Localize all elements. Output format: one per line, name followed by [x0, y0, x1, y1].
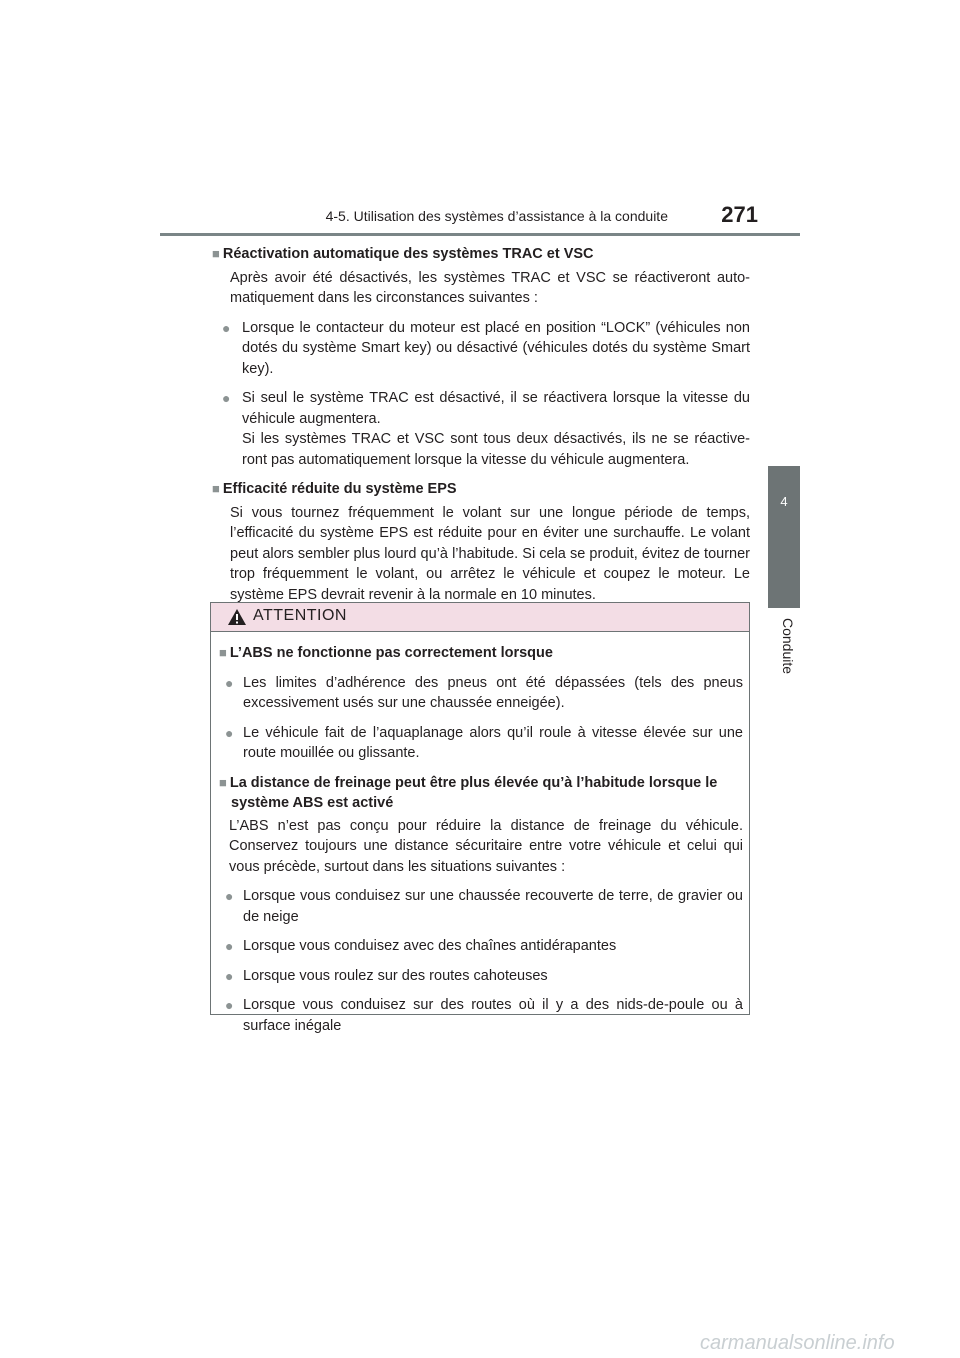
warning-heading: ■ La distance de freinage peut être plus élevée qu’à l’habitude lorsque le système ABS est activé	[219, 774, 718, 811]
warning-header	[211, 603, 749, 632]
list-item: ● Lorsque le contacteur du moteur est placé en position “LOCK” (véhicules non dotés du système Smart key) ou désactivé (véhicules dotés du système Smart key).	[222, 319, 750, 377]
main-content	[212, 244, 750, 605]
section-heading: ■ Réactivation automatique des systèmes TRAC et VSC	[212, 246, 594, 262]
circle-bullet-icon: ●	[225, 724, 234, 741]
circle-bullet-icon: ●	[225, 997, 234, 1013]
list-item: ● Le véhicule fait de l’aquaplanage alors qu’il roule à vitesse élevée sur une route mouillée ou glissante.	[225, 724, 743, 761]
paragraph: Si vous tournez fréquemment le volant sur une longue période de temps, l’efficacité du système EPS est réduite pour en éviter une surchauffe. Le volant peut alors sembler plus lourd qu’à l’habitude. Si cela se produit, évitez de tourner trop fréquemment le volant, ou arrêtez le véhicule et coupez le moteur. Le système EPS devrait revenir à la normale en 10 minutes.	[230, 504, 750, 603]
header-rule	[160, 233, 800, 236]
square-bullet-icon: ■	[212, 481, 220, 496]
list-item: ● Les limites d’adhérence des pneus ont été dépassées (tels des pneus excessivement usés sur une chaussée enneigée).	[225, 674, 743, 711]
paragraph: L’ABS n’est pas conçu pour réduire la distance de freinage du véhicule. Conservez toujours une distance sécuritaire entre votre véhicule et celui qui vous précède, surtout dans les situations suivantes :	[229, 817, 743, 875]
list-item: ● Si seul le système TRAC est désactivé, il se réactivera lorsque la vitesse du véhicule augmentera.	[222, 390, 750, 427]
section-title: 4-5. Utilisation des systèmes d’assistance à la conduite	[325, 208, 668, 224]
paragraph: Après avoir été désactivés, les systèmes TRAC et VSC se réactiveront auto-matiquement dans les circonstances suivantes :	[230, 269, 750, 306]
circle-bullet-icon: ●	[222, 390, 231, 406]
circle-bullet-icon: ●	[225, 938, 234, 954]
list-item: ● Lorsque vous conduisez avec des chaînes antidérapantes	[243, 936, 743, 957]
circle-bullet-icon: ●	[225, 967, 234, 984]
list-item: ● Lorsque vous conduisez sur une chaussée recouverte de terre, de gravier ou de neige	[225, 888, 743, 925]
square-bullet-icon: ■	[219, 645, 227, 660]
chapter-tab-label: Conduite	[780, 618, 796, 675]
list-item-continuation: Si les systèmes TRAC et VSC sont tous deux désactivés, ils ne se réactive-ront pas automatiquement lorsque la vitesse du véhicule augmentera.	[242, 431, 750, 468]
circle-bullet-icon: ●	[225, 674, 234, 691]
square-bullet-icon: ■	[219, 774, 227, 790]
warning-triangle-icon	[227, 608, 247, 626]
circle-bullet-icon: ●	[222, 319, 231, 336]
square-bullet-icon: ■	[212, 246, 220, 261]
section-heading: ■ Efficacité réduite du système EPS	[212, 481, 457, 497]
warning-body	[219, 643, 743, 1036]
chapter-tab	[768, 466, 800, 608]
list-item: ● Lorsque vous conduisez sur des routes où il y a des nids-de-poule ou à surface inégale	[225, 997, 743, 1034]
chapter-tab-number: 4	[780, 494, 788, 509]
watermark: carmanualsonline.info	[700, 1332, 895, 1354]
list-item: ● Lorsque vous roulez sur des routes cahoteuses	[243, 966, 743, 987]
warning-heading: ■ L’ABS ne fonctionne pas correctement lorsque	[219, 645, 553, 661]
page-number: 271	[721, 202, 758, 227]
warning-title: ATTENTION	[253, 607, 347, 624]
circle-bullet-icon: ●	[225, 888, 234, 904]
warning-box	[210, 602, 750, 1034]
page-header	[210, 202, 798, 234]
